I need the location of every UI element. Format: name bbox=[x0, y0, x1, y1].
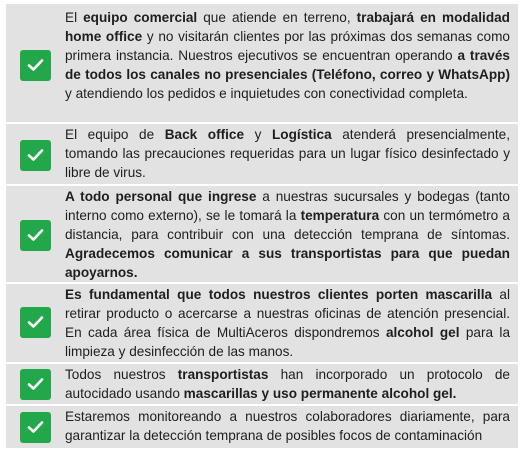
checkmark-badge bbox=[20, 412, 51, 443]
bold-text: mascarillas y uso permanente alcohol gel. bbox=[183, 386, 457, 401]
bold-text: trabajará en modalidad home office bbox=[65, 10, 510, 44]
bold-text: equipo comercial bbox=[83, 10, 198, 25]
text-run: con un termómetro a distancia, para contribuir con una detección temprana de síntomas. bbox=[65, 208, 510, 242]
bold-text: A todo personal que ingrese bbox=[65, 189, 257, 204]
text-run: El bbox=[65, 10, 84, 25]
checkmark-badge bbox=[20, 369, 51, 400]
list-item bbox=[6, 364, 518, 404]
text-run: a nuestras sucursales y bodegas (tanto interno como externo), se le tomará la bbox=[65, 189, 510, 223]
bold-text: Back office bbox=[164, 127, 245, 142]
bold-text: Es fundamental que todos nuestros clientes porten mascarilla bbox=[65, 287, 493, 302]
item-text bbox=[65, 8, 510, 103]
text-run: que atiende en terreno, bbox=[197, 10, 357, 25]
list-item bbox=[6, 186, 518, 282]
checkmark-badge bbox=[20, 140, 51, 171]
bold-text: transportistas bbox=[177, 367, 269, 382]
checkmark-badge bbox=[20, 307, 51, 338]
text-run: y no visitarán clientes por las próximas dos semanas como primera instancia. Nuestros ejecutivos se encuentran operando bbox=[65, 29, 510, 63]
bold-text: temperatura bbox=[300, 208, 380, 223]
item-text bbox=[65, 285, 510, 361]
item-text bbox=[65, 365, 510, 403]
text-run: al retirar producto o acercarse a nuestras oficinas de atención presencial. En cada área física de MultiAceros dispondremos bbox=[65, 287, 510, 340]
list-item bbox=[6, 284, 518, 362]
list-item bbox=[6, 406, 518, 448]
bold-text: Logística bbox=[272, 127, 332, 142]
checkmark-icon bbox=[27, 420, 44, 434]
text-run: Todos nuestros bbox=[65, 367, 178, 382]
text-run: atenderá presencialmente, tomando las precauciones requeridas para un lugar físico desinfectado y libre de virus. bbox=[65, 127, 510, 180]
text-run: y atendiendo los pedidos e inquietudes con conectividad completa. bbox=[65, 86, 468, 101]
checkmark-badge bbox=[20, 220, 51, 251]
checkmark-icon bbox=[27, 148, 44, 162]
checkmark-icon bbox=[27, 377, 44, 391]
text-run: para la limpieza y desinfección de las manos. bbox=[65, 325, 511, 359]
text-run: El equipo de bbox=[65, 127, 165, 142]
bold-text: Agradecemos comunicar a sus transportistas para que puedan apoyarnos. bbox=[65, 246, 510, 280]
text-run: Estaremos monitoreando a nuestros colaboradores diariamente, para garantizar la detección temprana de posibles focos de contaminación bbox=[65, 409, 510, 443]
item-text bbox=[65, 407, 510, 445]
checkmark-badge bbox=[20, 50, 51, 81]
text-run: y bbox=[244, 127, 272, 142]
text-run: han incorporado un protocolo de autocidado usando bbox=[65, 367, 510, 401]
list-item bbox=[6, 124, 518, 184]
checkmark-icon bbox=[27, 58, 44, 72]
item-text bbox=[65, 125, 510, 182]
item-text bbox=[65, 187, 510, 282]
checkmark-icon bbox=[27, 315, 44, 329]
list-item bbox=[6, 4, 518, 122]
covid-measures-list bbox=[6, 4, 518, 448]
bold-text: alcohol gel bbox=[385, 325, 460, 340]
bold-text: a través de todos los canales no presenciales (Teléfono, correo y WhatsApp) bbox=[65, 48, 510, 82]
checkmark-icon bbox=[27, 228, 44, 242]
